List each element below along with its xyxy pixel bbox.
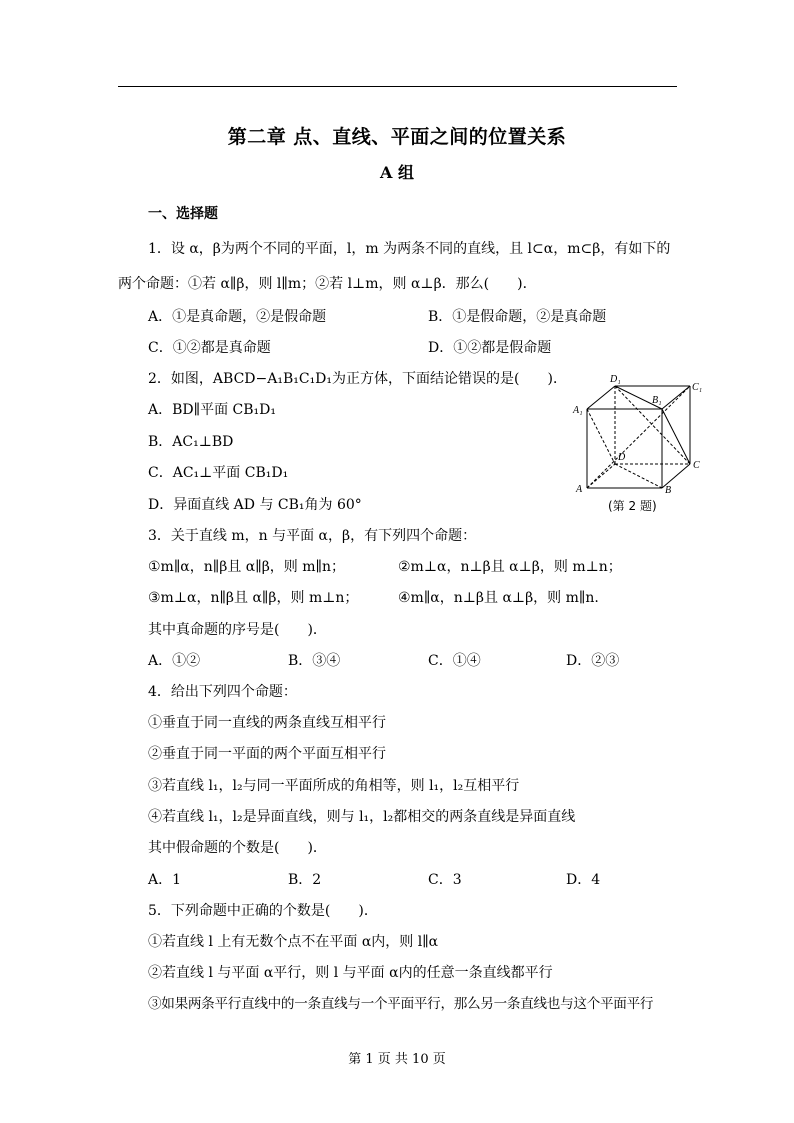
q4-item-2: ②垂直于同一平面的两个平面互相平行 bbox=[148, 746, 386, 762]
q2-option-a: A．BD∥平面 CB₁D₁ bbox=[148, 402, 276, 418]
q4-item-3: ③若直线 l₁，l₂与同一平面所成的角相等，则 l₁，l₂互相平行 bbox=[148, 778, 520, 794]
q5-item-2: ②若直线 l 与平面 α平行，则 l 与平面 α内的任意一条直线都平行 bbox=[148, 965, 553, 981]
q1-option-c: C．①②都是真命题 bbox=[148, 340, 271, 356]
q3-ask: 其中真命题的序号是( )． bbox=[148, 622, 327, 638]
q1-option-b: B．①是假命题，②是真命题 bbox=[428, 309, 607, 325]
group-title: A 组 bbox=[380, 163, 414, 182]
q5-item-3: ③如果两条平行直线中的一条直线与一个平面平行，那么另一条直线也与这个平面平行 bbox=[148, 996, 654, 1012]
q3-option-a: A．①② bbox=[148, 653, 201, 669]
label-c: C bbox=[693, 460, 700, 471]
q2-option-b: B．AC₁⊥BD bbox=[148, 434, 234, 450]
q5-item-1: ①若直线 l 上有无数个点不在平面 α内，则 l∥α bbox=[148, 934, 439, 950]
cube-figure bbox=[570, 368, 705, 518]
q2-stem: 2．如图，ABCD−A₁B₁C₁D₁为正方体，下面结论错误的是( )． bbox=[148, 371, 567, 387]
q3-item-3: ③m⊥α，n∥β且 α∥β，则 m⊥n； bbox=[148, 590, 359, 606]
figure-caption: (第 2 题) bbox=[608, 499, 657, 513]
q1-line2: 两个命题：①若 α∥β，则 l∥m；②若 l⊥m，则 α⊥β．那么( )． bbox=[118, 276, 537, 292]
q1-option-d: D．①②都是假命题 bbox=[428, 340, 552, 356]
q3-option-c: C．①④ bbox=[428, 653, 481, 669]
label-d: D bbox=[618, 452, 626, 463]
label-a: A bbox=[576, 484, 583, 495]
header-rule bbox=[118, 86, 677, 87]
q4-ask: 其中假命题的个数是( )． bbox=[148, 840, 327, 856]
q2-option-d: D．异面直线 AD 与 CB₁角为 60° bbox=[148, 497, 362, 513]
q2-option-c: C．AC₁⊥平面 CB₁D₁ bbox=[148, 465, 289, 481]
q4-stem: 4．给出下列四个命题： bbox=[148, 684, 297, 700]
q4-item-1: ①垂直于同一直线的两条直线互相平行 bbox=[148, 715, 386, 731]
q4-option-c: C．3 bbox=[428, 872, 462, 888]
label-c1: C₁ bbox=[692, 382, 703, 393]
q4-item-4: ④若直线 l₁，l₂是异面直线，则与 l₁，l₂都相交的两条直线是异面直线 bbox=[148, 809, 576, 825]
q3-option-d: D．②③ bbox=[566, 653, 620, 669]
label-b: B bbox=[665, 485, 672, 496]
q3-item-1: ①m∥α，n∥β且 α∥β，则 m∥n； bbox=[148, 559, 345, 575]
q4-option-d: D．4 bbox=[566, 872, 601, 888]
label-b1: B₁ bbox=[652, 395, 662, 406]
q3-item-2: ②m⊥α，n⊥β且 α⊥β，则 m⊥n； bbox=[398, 559, 622, 575]
chapter-title: 第二章 点、直线、平面之间的位置关系 bbox=[227, 126, 567, 148]
label-a1: A₁ bbox=[573, 405, 583, 416]
label-d1: D₁ bbox=[610, 374, 621, 385]
q3-option-b: B．③④ bbox=[288, 653, 341, 669]
q1-line1: 1．设 α，β为两个不同的平面，l，m 为两条不同的直线，且 l⊂α，m⊂β，有如下的 bbox=[148, 241, 671, 257]
q3-stem: 3．关于直线 m，n 与平面 α，β，有下列四个命题： bbox=[148, 528, 477, 544]
q4-option-a: A．1 bbox=[148, 872, 182, 888]
q3-item-4: ④m∥α，n⊥β且 α⊥β，则 m∥n. bbox=[398, 590, 599, 606]
page-footer: 第 1 页 共 10 页 bbox=[348, 1052, 446, 1067]
q4-option-b: B．2 bbox=[288, 872, 322, 888]
q1-option-a: A．①是真命题，②是假命题 bbox=[148, 309, 327, 325]
section-heading: 一、选择题 bbox=[148, 206, 218, 222]
q5-stem: 5．下列命题中正确的个数是( )． bbox=[148, 903, 378, 919]
